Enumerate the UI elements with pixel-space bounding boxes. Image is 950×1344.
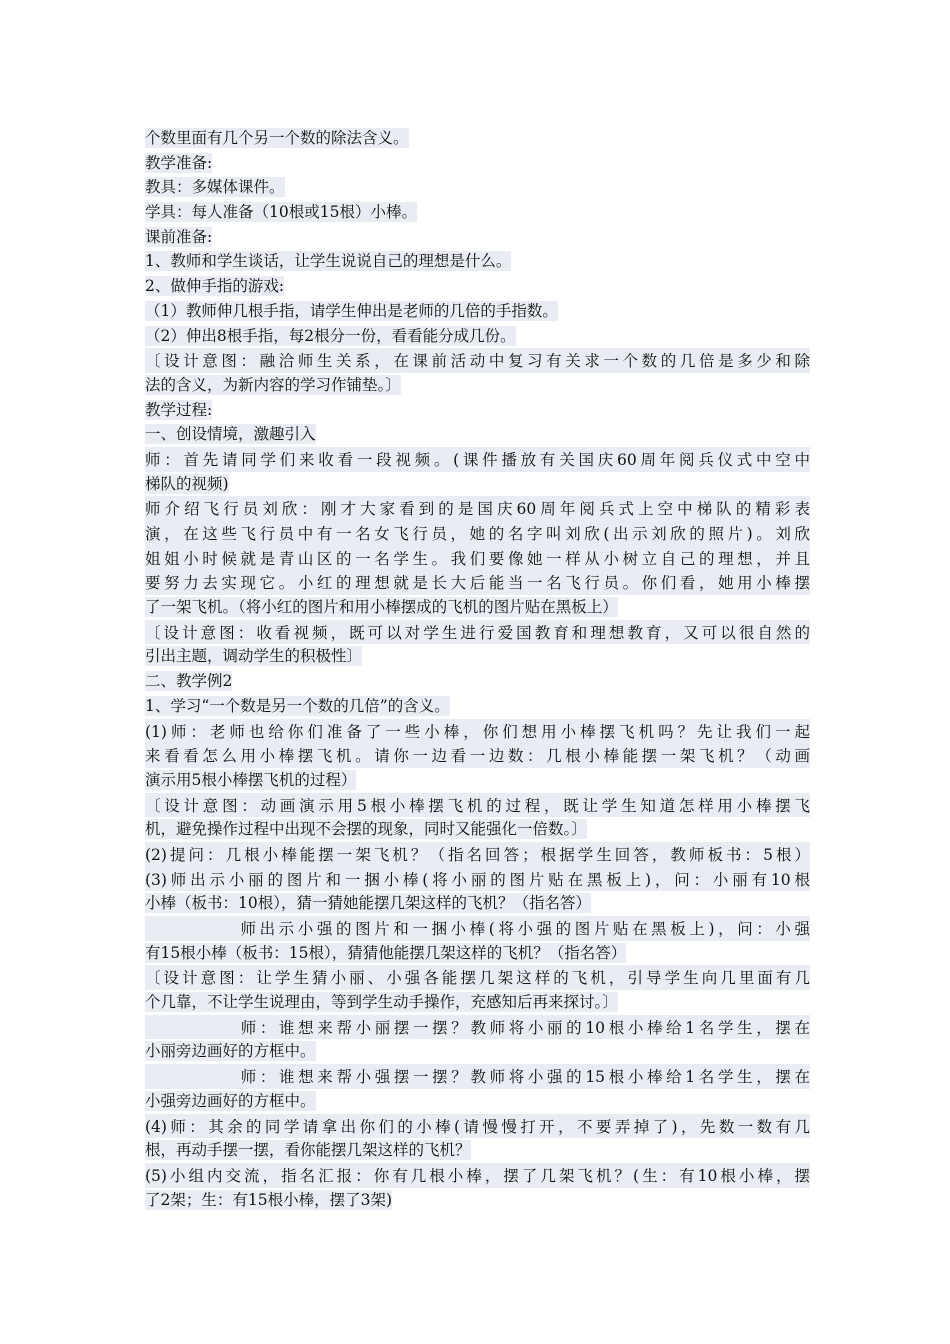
text-line	[145, 422, 810, 447]
text-line	[145, 990, 810, 1015]
text-line	[145, 1064, 810, 1089]
text-line	[145, 595, 810, 620]
text-line	[145, 398, 810, 423]
text-line-content: (4)师：其余的同学请拿出你们的小棒(请慢慢打开，不要弄掉了)，先数一数有几	[145, 1114, 810, 1139]
text-line-content: (3)师出示小丽的图片和一捆小棒(将小丽的图片贴在黑板上)，问：小丽有10根	[145, 867, 810, 892]
text-line	[145, 1039, 810, 1064]
text-line-content: 要努力去实现它。小红的理想就是长大后能当一名飞行员。你们看，她用小棒摆	[145, 570, 810, 595]
text-line	[145, 1114, 810, 1139]
text-line-content: 小丽旁边画好的方框中。	[145, 1042, 316, 1061]
text-line-content: 师出示小强的图片和一捆小棒(将小强的图片贴在黑板上)，问：小强	[145, 916, 810, 941]
text-line-content: 学具：每人准备（10根或15根）小棒。	[145, 203, 417, 222]
text-line-content: 演，在这些飞行员中有一名女飞行员，她的名字叫刘欣(出示刘欣的照片)。刘欣	[145, 521, 810, 546]
text-line	[145, 225, 810, 250]
text-line	[145, 249, 810, 274]
text-line-content: 个数里面有几个另一个数的除法含义。	[145, 129, 409, 147]
lesson-plan-text	[145, 126, 810, 1212]
text-line	[145, 496, 810, 521]
text-line	[145, 719, 810, 744]
text-line-content: (2)提问：几根小棒能摆一架飞机？（指名回答；根据学生回答，教师板书：5根）	[145, 842, 810, 867]
text-line-content: 个几靠，不让学生说理由，等到学生动手操作，充感知后再来探讨。〕	[145, 993, 618, 1012]
text-line	[145, 694, 810, 719]
text-line	[145, 916, 810, 941]
text-line	[145, 274, 810, 299]
text-line-content: 小强旁边画好的方框中。	[145, 1091, 316, 1110]
text-line-content: (5)小组内交流，指名汇报：你有几根小棒，摆了几架飞机？(生：有10根小棒，摆	[145, 1163, 810, 1188]
text-line-content: 了一架飞机。（将小红的图片和用小棒摆成的飞机的图片贴在黑板上）	[145, 598, 618, 617]
text-line-content: 1、学习“一个数是另一个数的几倍”的含义。	[145, 696, 450, 715]
text-line	[145, 842, 810, 867]
text-line-content: 机，避免操作过程中出现不会摆的现象，同时又能强化一倍数。〕	[145, 820, 587, 839]
text-line	[145, 151, 810, 176]
text-line-content: 教学过程:	[145, 400, 213, 419]
text-line-content: 〔设计意图：收看视频，既可以对学生进行爱国教育和理想教育，又可以很自然的	[145, 620, 810, 645]
text-line	[145, 126, 810, 151]
text-line-content: 来看看怎么用小棒摆飞机。请你一边看一边数：几根小棒能摆一架飞机？（动画	[145, 743, 810, 768]
text-line-content: 1、教师和学生谈话，让学生说说自己的理想是什么。	[145, 252, 512, 271]
text-line-content: 姐姐小时候就是青山区的一名学生。我们要像她一样从小树立自己的理想，并且	[145, 546, 810, 571]
text-line-content: 小棒（板书：10根），猜一猜她能摆几架这样的飞机？（指名答）	[145, 894, 591, 913]
text-line	[145, 299, 810, 324]
text-line-content: 〔设计意图：动画演示用5根小棒摆飞机的过程，既让学生知道怎样用小棒摆飞	[145, 793, 810, 818]
text-line	[145, 373, 810, 398]
text-line-content: （2）伸出8根手指，每2根分一份，看看能分成几份。	[145, 326, 516, 345]
text-line-content: 教学准备:	[145, 153, 213, 172]
text-line	[145, 472, 810, 497]
text-line	[145, 793, 810, 818]
text-line	[145, 447, 810, 472]
text-line-content: 〔设计意图：让学生猜小丽、小强各能摆几架这样的飞机，引导学生向几里面有几	[145, 965, 810, 990]
text-line-content: 〔设计意图：融洽师生关系，在课前活动中复习有关求一个数的几倍是多少和除	[145, 348, 810, 373]
text-line	[145, 570, 810, 595]
text-line-content: 师介绍飞行员刘欣：刚才大家看到的是国庆60周年阅兵式上空中梯队的精彩表	[145, 496, 810, 521]
text-line-content: (1)师：老师也给你们准备了一些小棒，你们想用小棒摆飞机吗？先让我们一起	[145, 719, 810, 744]
text-line	[145, 817, 810, 842]
text-line	[145, 743, 810, 768]
text-line-content: 一、创设情境，激趣引入	[145, 425, 316, 444]
text-line	[145, 175, 810, 200]
text-line-content: 引出主题，调动学生的积极性〕	[145, 647, 363, 666]
text-line	[145, 521, 810, 546]
text-line	[145, 768, 810, 793]
text-line	[145, 891, 810, 916]
text-line	[145, 1089, 810, 1114]
text-line	[145, 941, 810, 966]
text-line	[145, 1138, 810, 1163]
text-line-content: 课前准备:	[145, 227, 213, 246]
text-line-content: 师：首先请同学们来收看一段视频。(课件播放有关国庆60周年阅兵仪式中空中	[145, 447, 810, 472]
text-line-content: 演示用5根小棒摆飞机的过程）	[145, 770, 357, 789]
text-line-content: 2、做伸手指的游戏:	[145, 277, 285, 296]
text-line	[145, 1188, 810, 1213]
text-line-content: 教具：多媒体课件。	[145, 178, 285, 197]
text-line-content: 了2架；生：有15根小棒，摆了3架)	[145, 1190, 392, 1209]
text-line	[145, 324, 810, 349]
text-line-content: 法的含义，为新内容的学习作铺垫。〕	[145, 375, 401, 394]
text-line-content: 二、教学例2	[145, 672, 233, 691]
text-line-content: 师：谁想来帮小丽摆一摆？教师将小丽的10根小棒给1名学生，摆在	[145, 1015, 810, 1040]
text-line	[145, 644, 810, 669]
text-line	[145, 546, 810, 571]
text-line-content: 师：谁想来帮小强摆一摆？教师将小强的15根小棒给1名学生，摆在	[145, 1064, 810, 1089]
text-line	[145, 1163, 810, 1188]
text-line	[145, 669, 810, 694]
text-line-content: 根，再动手摆一摆，看你能摆几架这样的飞机？	[145, 1141, 471, 1160]
text-line	[145, 1015, 810, 1040]
text-line	[145, 965, 810, 990]
text-line-content: 梯队的视频)	[145, 474, 229, 493]
text-line	[145, 620, 810, 645]
text-line-content: （1）教师伸几根手指，请学生伸出是老师的几倍的手指数。	[145, 301, 558, 320]
text-line	[145, 867, 810, 892]
text-line-content: 有15根小棒（板书：15根），猜猜他能摆几架这样的飞机？（指名答）	[145, 943, 627, 962]
text-line	[145, 200, 810, 225]
text-line	[145, 348, 810, 373]
